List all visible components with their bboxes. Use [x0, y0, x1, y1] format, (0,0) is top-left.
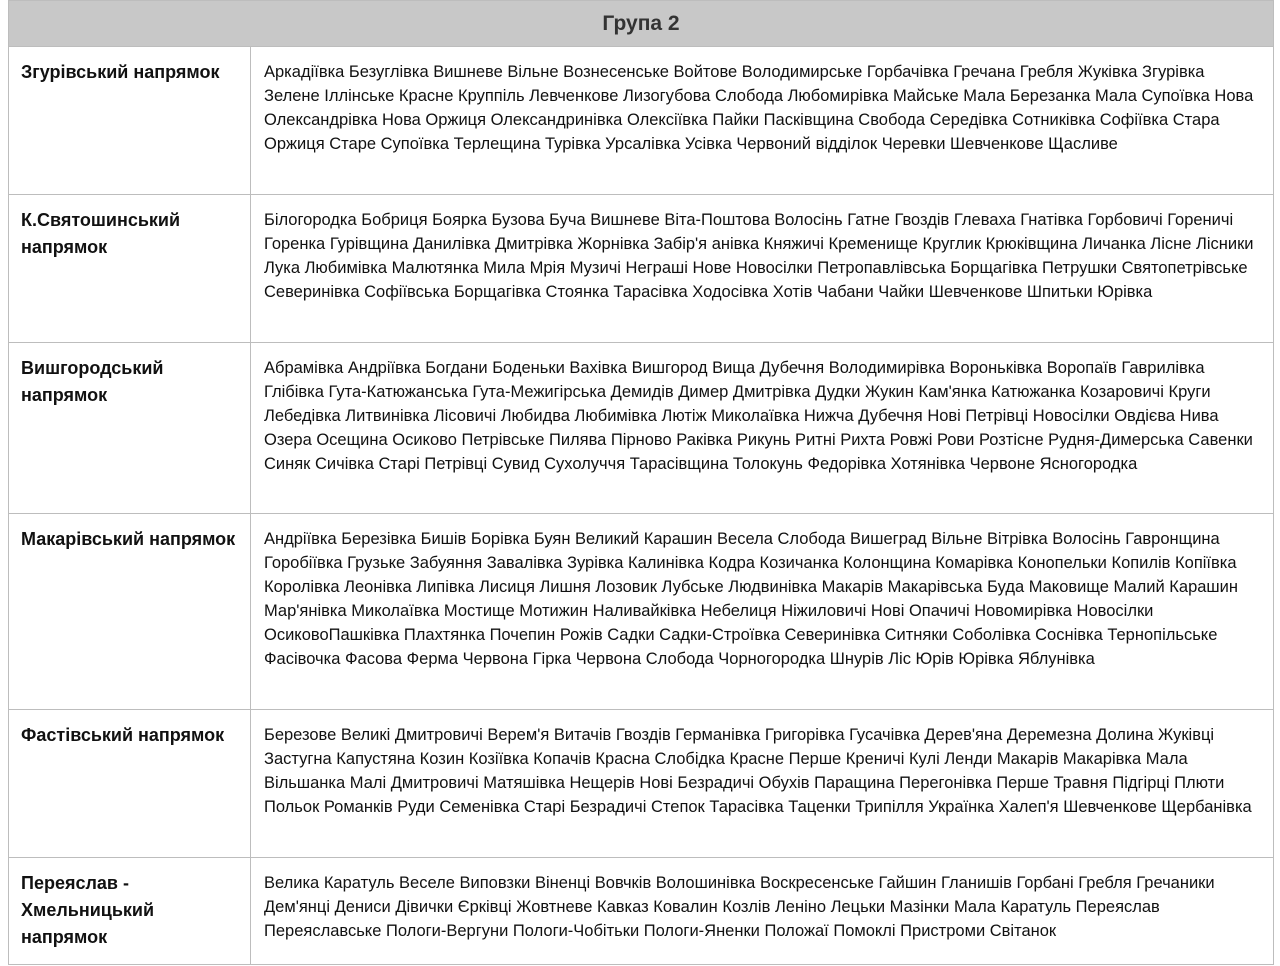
table-row: [9, 343, 1273, 514]
group-header: [9, 0, 1273, 47]
table-row: [9, 195, 1273, 343]
village-list: Абрамівка Андріївка Богдани Боденьки Вахівка Вишгород Вища Дубечня Володимирівка Вороньківка Воропаїв Гаврилівка Глібівка Гута-Катюжанська Гута-Межигірська Демидів Димер Дмитрівка Дудки Жукин Кам'янка Катюжанка Козаровичі Круги Лебедівка Литвинівка Лісовичі Любидва Любимівка Лютіж Миколаївка Нижча Дубечня Нові Петрівці Новосілки Овдієва Нива Озера Осещина Осиково Петрівське Пилява Пірново Раківка Рикунь Ритні Рихта Ровжі Рови Розтісне Рудня-Димерська Савенки Синяк Сичівка Старі Петрівці Сувид Сухолуччя Тарасівщина Толокунь Федорівка Хотянівка Червоне Ясногородка: [264, 359, 1253, 473]
direction-name: Згурівський напрямок: [9, 47, 251, 194]
village-list: Аркадіївка Безуглівка Вишневе Вільне Вознесенське Войтове Володимирське Горбачівка Гречана Гребля Жуківка Згурівка Зелене Іллінське Красне Круппіль Левченкове Лизогубова Слобода Любомирівка Майське Мала Березанка Мала Супоївка Нова Олександрівка Нова Оржиця Олександринівка Олексіївка Пайки Пасківщина Свобода Середівка Сотниківка Софіївка Стара Оржиця Старе Супоївка Терлещина Турівка Урсалівка Усівка Червоний відділок Черевки Шевченкове Щасливе: [264, 63, 1254, 153]
table-row: [9, 514, 1273, 710]
table-row: [9, 858, 1273, 965]
village-list: Березове Великі Дмитровичі Верем'я Витачів Гвоздів Германівка Григорівка Гусачівка Дерев'яна Деремезна Долина Жуківці Застугна Капустяна Козин Козіївка Копачів Красна Слобідка Красне Перше Креничі Кулі Ленди Макарів Макарівка Мала Вільшанка Малі Дмитровичі Матяшівка Нещерів Нові Безрадичі Обухів Паращина Перегонівка Перше Травня Підгірці Плюти Польок Романків Руди Семенівка Старі Безрадичі Степок Тарасівка Таценки Трипілля Українка Халеп'я Шевченкове Щербанівка: [264, 726, 1252, 816]
village-list: Велика Каратуль Веселе Виповзки Віненці Вовчків Волошинівка Воскресенське Гайшин Гланишів Горбані Гребля Гречаники Дем'янці Дениси Дівички Єрківці Жовтневе Кавказ Ковалин Козлів Леніно Лецьки Мазінки Мала Каратуль Переяслав Переяславське Пологи-Вергуни Пологи-Чобітьки Пологи-Яненки Положаї Помоклі Пристроми Світанок: [264, 874, 1215, 940]
settlements-table: [8, 0, 1274, 965]
village-list: Білогородка Бобриця Боярка Бузова Буча Вишневе Віта-Поштова Волосінь Гатне Гвоздів Глеваха Гнатівка Горбовичі Гореничі Горенка Гурівщина Данилівка Дмитрівка Жорнівка Забір'я анівка Княжичі Кременище Круглик Крюківщина Личанка Лісне Лісники Лука Любимівка Малютянка Мила Мрія Музичі Неграші Нове Новосілки Петропавлівська Борщагівка Петрушки Святопетрівське Северинівка Софіївська Борщагівка Стоянка Тарасівка Ходосівка Хотів Чабани Чайки Шевченкове Шпитьки Юрівка: [264, 211, 1254, 301]
direction-name: Макарівський напрямок: [9, 514, 251, 709]
village-list: Андріївка Березівка Бишів Борівка Буян Великий Карашин Весела Слобода Вишеград Вільне Вітрівка Волосінь Гавронщина Горобіївка Грузьке Забуяння Завалівка Зурівка Калинівка Кодра Козичанка Колонщина Комарівка Конопельки Копилів Копіївка Королівка Леонівка Липівка Лисиця Лишня Лозовик Лубське Людвинівка Макарів Макарівська Буда Маковище Малий Карашин Мар'янівка Миколаївка Мостище Мотижин Наливайківка Небелиця Ніжиловичі Нові Опачичі Новомирівка Новосілки ОсиковоПашківка Плахтянка Почепин Рожів Садки Садки-Строївка Северинівка Ситняки Соболівка Соснівка Тернопільське Фасівочка Фасова Ферма Червона Гірка Червона Слобода Чорногородка Шнурів Ліс Юрів Юрівка Яблунівка: [264, 530, 1238, 668]
direction-name: К.Святошинський напрямок: [9, 195, 251, 342]
table-row: [9, 710, 1273, 858]
direction-name: Переяслав - Хмельницький напрямок: [9, 858, 251, 964]
group-title: Група 2: [602, 11, 680, 35]
direction-name: Вишгородський напрямок: [9, 343, 251, 513]
direction-name: Фастівський напрямок: [9, 710, 251, 857]
table-row: [9, 47, 1273, 195]
